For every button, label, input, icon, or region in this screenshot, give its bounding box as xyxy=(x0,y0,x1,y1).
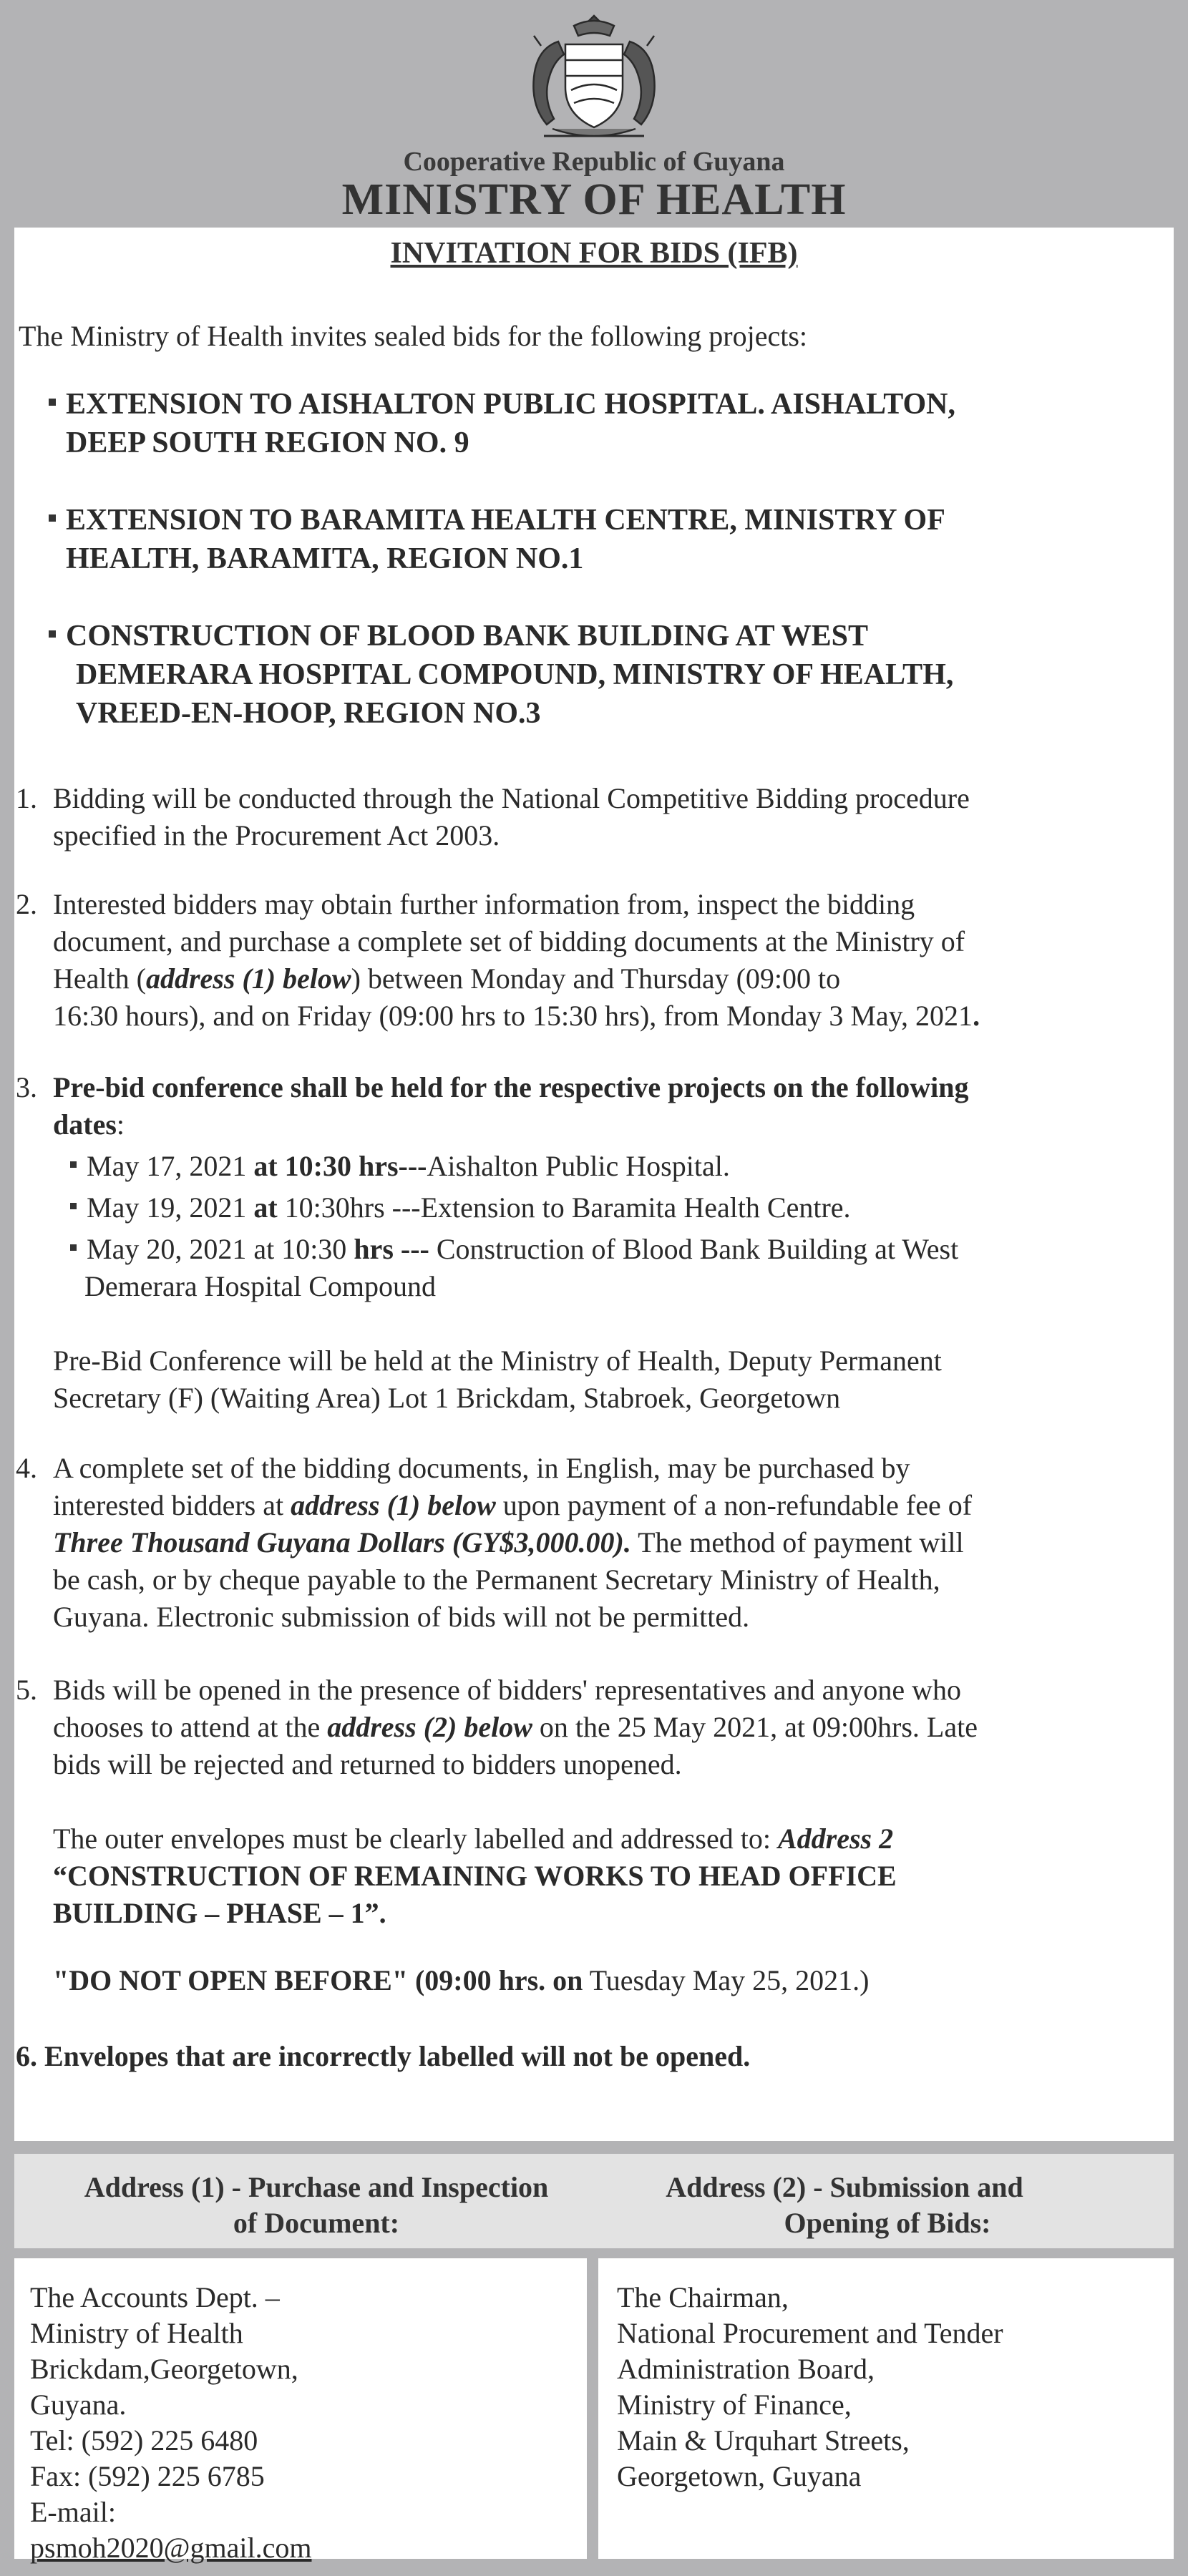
fax-number: Fax: (592) 225 6785 xyxy=(30,2460,265,2492)
clause-line: Interested bidders may obtain further information from, inspect the bidding xyxy=(53,888,915,920)
address-line: Administration Board, xyxy=(617,2353,875,2385)
project-line: HEALTH, BARAMITA, REGION NO.1 xyxy=(66,542,584,575)
clause-line: Health (address (1) below) between Monday and Thursday (09:00 to xyxy=(53,962,841,995)
project-line: CONSTRUCTION OF BLOOD BANK BUILDING AT WEST xyxy=(66,620,869,653)
clause-number: 2. xyxy=(16,888,37,920)
address-1-heading: Address (1) - Purchase and Inspection of Document: xyxy=(84,2171,549,2239)
bullet-icon xyxy=(49,630,56,638)
clause-line: 16:30 hours), and on Friday (09:00 hrs to 15:30 hrs), from Monday 3 May, 2021. xyxy=(53,1000,980,1032)
project-item xyxy=(49,385,1136,462)
envelope-instructions: The outer envelopes must be clearly labelled and addressed to: Address 2 “CONSTRUCTION OF REMAINING WORKS TO HEAD OFFICE BUILDING – PHASE – 1”. xyxy=(53,1823,897,1929)
fee-amount: Three Thousand Guyana Dollars (GY$3,000.00). xyxy=(53,1526,631,1558)
clause-line: Bidding will be conducted through the National Competitive Bidding procedure xyxy=(53,782,970,814)
phone-number: Tel: (592) 225 6480 xyxy=(30,2424,258,2457)
project-item xyxy=(49,617,1136,733)
address-2-box xyxy=(598,2258,1174,2559)
clause-line: be cash, or by cheque payable to the Permanent Secretary Ministry of Health, xyxy=(53,1563,940,1596)
prebid-date-continuation: Demerara Hospital Compound xyxy=(84,1270,436,1302)
address-2-heading: Address (2) - Submission and Opening of Bids: xyxy=(666,2171,1023,2239)
clause-line: interested bidders at address (1) below upon payment of a non-refundable fee of xyxy=(53,1489,973,1521)
clause-line: document, and purchase a complete set of bidding documents at the Ministry of xyxy=(53,925,965,957)
project-line: VREED-EN-HOOP, REGION NO.3 xyxy=(76,697,541,730)
address-line: Brickdam,Georgetown, xyxy=(30,2353,298,2385)
bullet-icon xyxy=(70,1161,77,1168)
bullet-icon xyxy=(49,514,56,522)
address-2-reference: address (2) below xyxy=(327,1711,532,1743)
email-line: E-mail: psmoh2020@gmail.com xyxy=(30,2494,311,2566)
clause-line: specified in the Procurement Act 2003. xyxy=(53,819,500,852)
address-line: National Procurement and Tender xyxy=(617,2317,1003,2349)
project-line: EXTENSION TO BARAMITA HEALTH CENTRE, MINISTRY OF xyxy=(66,504,945,537)
ministry-title: MINISTRY OF HEALTH xyxy=(341,175,847,224)
address-header-panel xyxy=(14,2154,1174,2248)
clause-line: A complete set of the bidding documents, in English, may be purchased by xyxy=(53,1452,910,1484)
project-line: DEEP SOUTH REGION NO. 9 xyxy=(66,426,469,459)
clause-line: chooses to attend at the address (2) below on the 25 May 2021, at 09:00hrs. Late xyxy=(53,1711,978,1743)
email-link[interactable]: psmoh2020@gmail.com xyxy=(30,2532,312,2564)
main-panel xyxy=(14,228,1174,2141)
address-line: Main & Urquhart Streets, xyxy=(617,2424,910,2457)
project-item xyxy=(49,501,1136,578)
clause-number: 5. xyxy=(16,1674,37,1706)
clause-number: 1. xyxy=(16,782,37,814)
clause-line: Guyana. Electronic submission of bids will not be permitted. xyxy=(53,1601,750,1633)
clause-line: Pre-bid conference shall be held for the respective projects on the following xyxy=(53,1071,969,1103)
address-line: The Chairman, xyxy=(617,2281,789,2313)
prebid-venue: Pre-Bid Conference will be held at the Ministry of Health, Deputy Permanent Secretary (F) (Waiting Area) Lot 1 Brickdam, Stabroek, Georgetown xyxy=(53,1345,942,1414)
bullet-icon xyxy=(70,1244,77,1251)
address-line: Ministry of Finance, xyxy=(617,2389,852,2421)
clause-line: Three Thousand Guyana Dollars (GY$3,000.00). The method of payment will xyxy=(53,1526,964,1558)
coat-of-arms-icon xyxy=(515,10,673,146)
project-line: DEMERARA HOSPITAL COMPOUND, MINISTRY OF HEALTH, xyxy=(76,658,954,691)
clause-number: 4. xyxy=(16,1452,37,1484)
clause-line: 6. Envelopes that are incorrectly labelled will not be opened. xyxy=(16,2040,751,2072)
address-line: Ministry of Health xyxy=(30,2317,243,2349)
address-line: Guyana. xyxy=(30,2389,127,2421)
prebid-date-item: May 19, 2021 at 10:30hrs ---Extension to Baramita Health Centre. xyxy=(70,1189,851,1226)
address-1-box xyxy=(14,2258,587,2564)
address-line: The Accounts Dept. – xyxy=(30,2281,280,2313)
address-1-reference: address (1) below xyxy=(145,962,351,995)
address-line: Georgetown, Guyana xyxy=(617,2460,862,2492)
project-line: EXTENSION TO AISHALTON PUBLIC HOSPITAL. AISHALTON, xyxy=(66,388,955,421)
clause-line: bids will be rejected and returned to bidders unopened. xyxy=(53,1748,682,1780)
bullet-icon xyxy=(49,399,56,406)
bullet-icon xyxy=(70,1203,77,1209)
do-not-open-notice: "DO NOT OPEN BEFORE" (09:00 hrs. on Tuesday May 25, 2021.) xyxy=(53,1964,870,1996)
prebid-date-item: May 17, 2021 at 10:30 hrs---Aishalton Public Hospital. xyxy=(70,1148,730,1185)
clause-line: dates: xyxy=(53,1108,125,1141)
clause-number: 3. xyxy=(16,1071,37,1103)
clause-line: Bids will be opened in the presence of bidders' representatives and anyone who xyxy=(53,1674,962,1706)
republic-name: Cooperative Republic of Guyana xyxy=(403,147,785,177)
intro-text: The Ministry of Health invites sealed bids for the following projects: xyxy=(19,320,807,352)
ifb-title: INVITATION FOR BIDS (IFB) xyxy=(390,237,798,270)
prebid-date-item: May 20, 2021 at 10:30 hrs --- Construction of Blood Bank Building at West xyxy=(70,1231,958,1268)
address-1-reference: address (1) below xyxy=(291,1489,496,1521)
